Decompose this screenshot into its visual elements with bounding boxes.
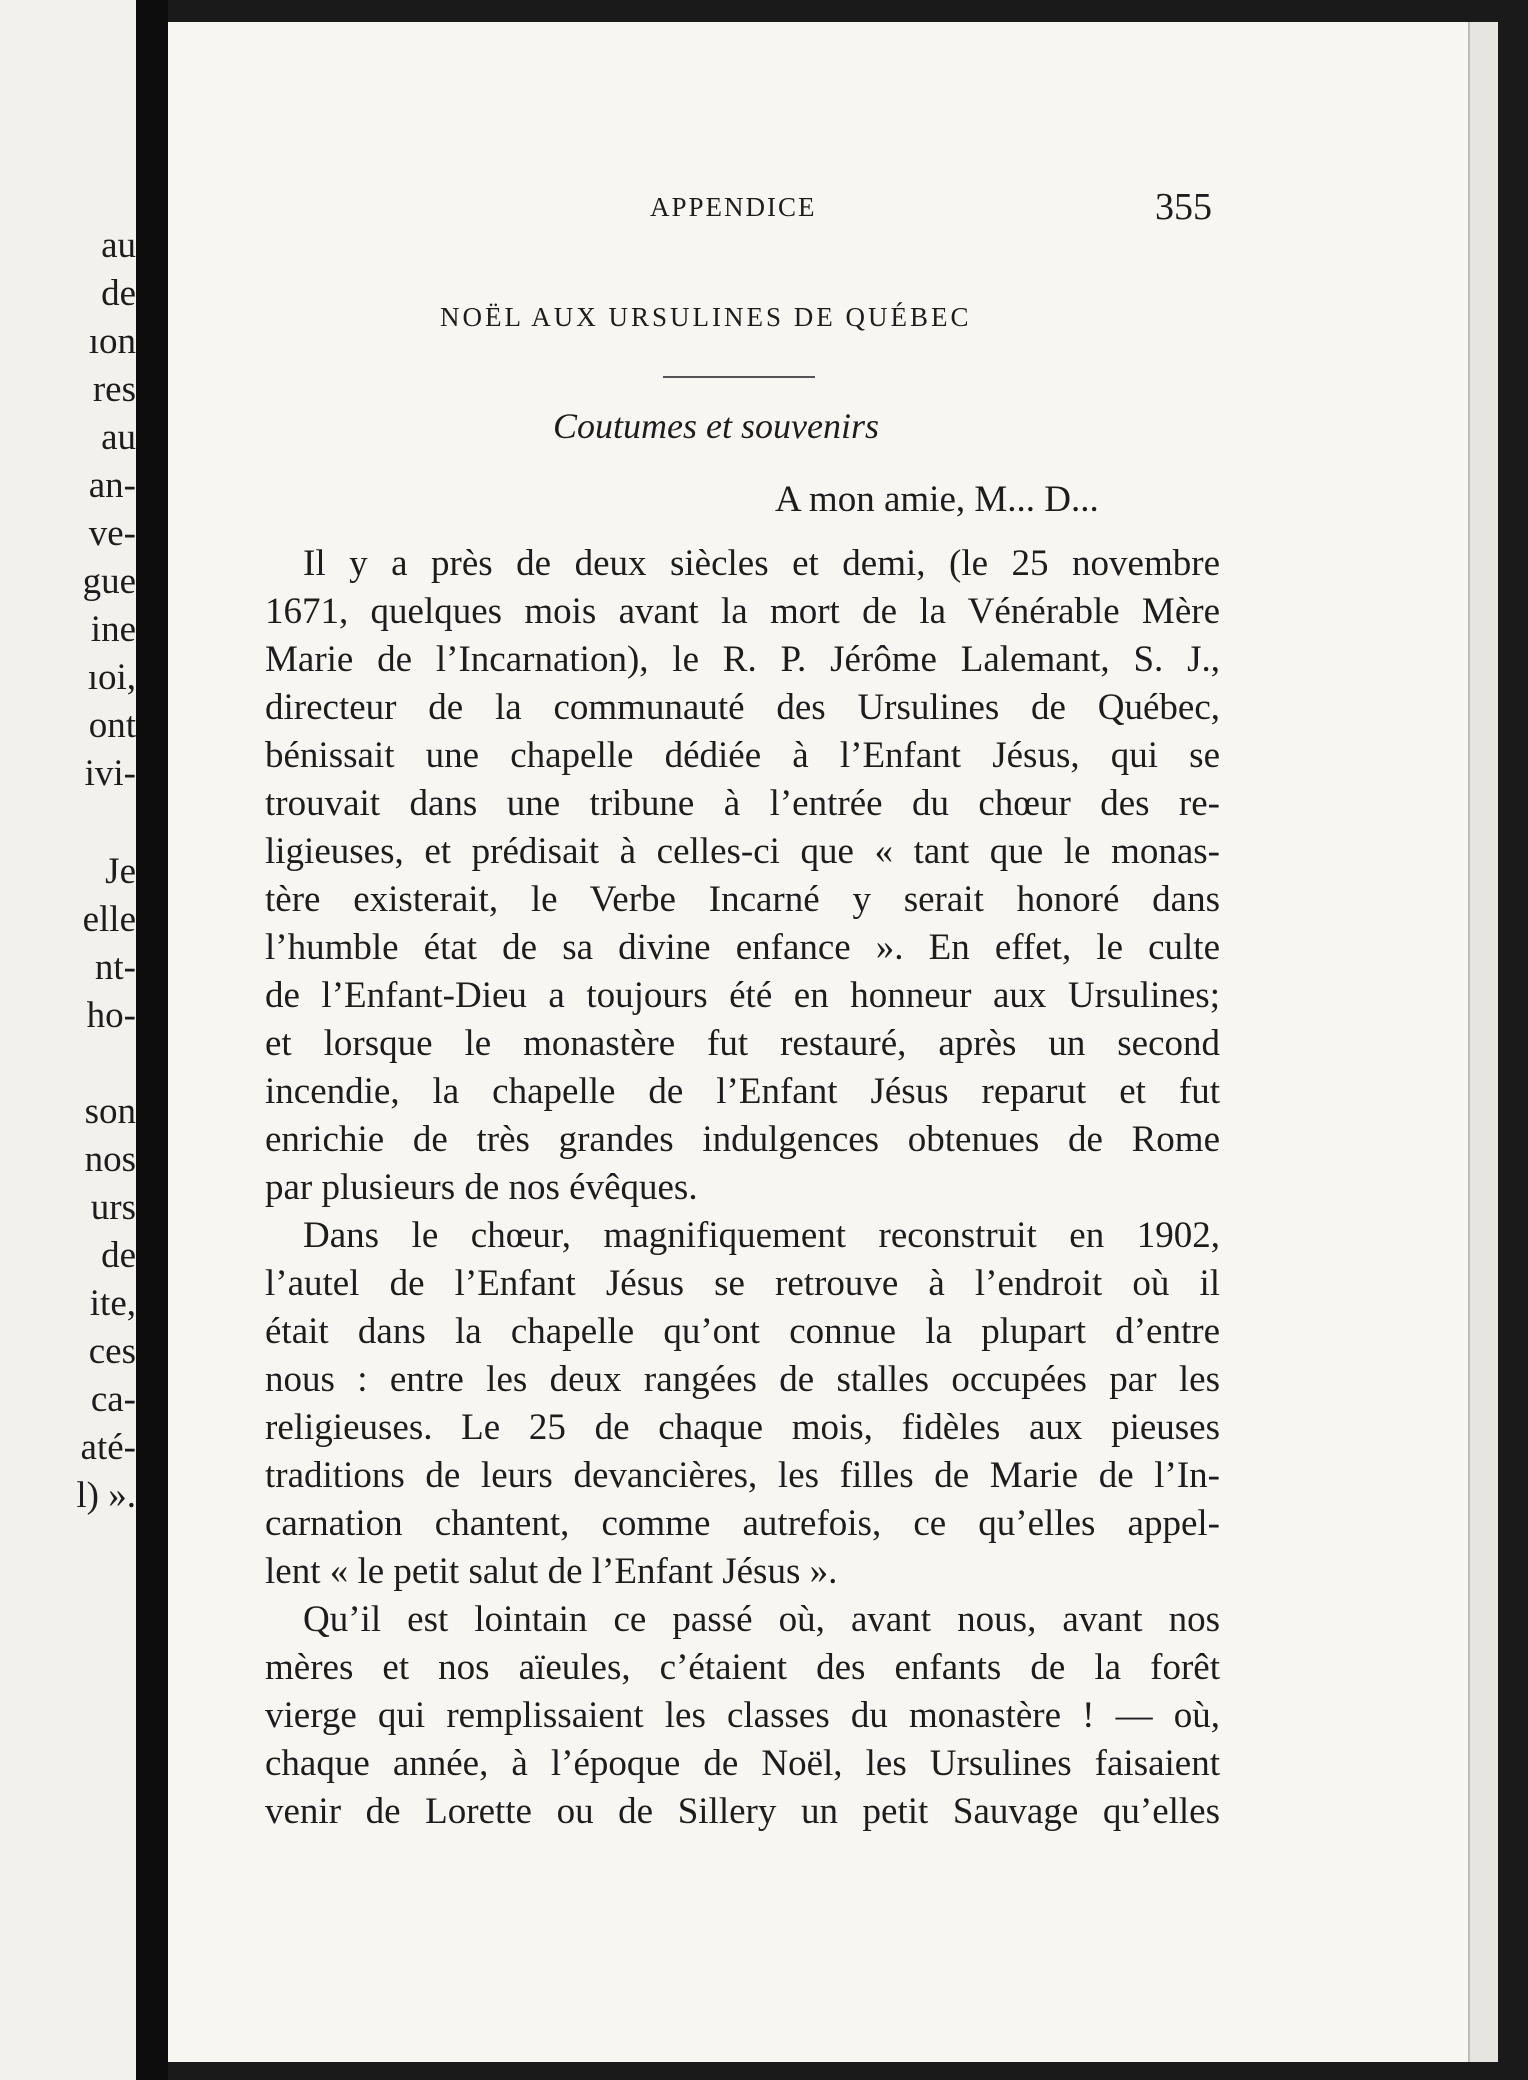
text-line: trouvait dans une tribune à l’entrée du chœur des re- bbox=[265, 783, 1220, 824]
facing-page-line: ces bbox=[88, 1331, 136, 1372]
text-line: Dans le chœur, magnifiquement reconstruit en 1902, bbox=[303, 1215, 1220, 1256]
facing-page-line: até- bbox=[80, 1427, 136, 1468]
text-line: de l’Enfant-Dieu a toujours été en honneur aux Ursulines; bbox=[265, 975, 1220, 1016]
book-gutter bbox=[136, 0, 168, 2080]
facing-page-line: nos bbox=[84, 1139, 136, 1180]
facing-page-line: res bbox=[92, 369, 136, 410]
chapter-title: NOËL AUX URSULINES DE QUÉBEC bbox=[440, 302, 972, 332]
facing-page-line: urs bbox=[90, 1187, 136, 1228]
facing-page-line: au bbox=[101, 417, 136, 458]
text-line: religieuses. Le 25 de chaque mois, fidèles aux pieuses bbox=[265, 1407, 1220, 1448]
facing-page-line: Je bbox=[105, 851, 136, 892]
text-line: nous : entre les deux rangées de stalles occupées par les bbox=[265, 1359, 1220, 1400]
facing-page-line: gue bbox=[82, 561, 136, 602]
text-line: et lorsque le monastère fut restauré, après un second bbox=[265, 1023, 1220, 1064]
text-line: enrichie de très grandes indulgences obtenues de Rome bbox=[265, 1119, 1220, 1160]
facing-page-line: nt- bbox=[94, 947, 136, 988]
text-line: incendie, la chapelle de l’Enfant Jésus reparut et fut bbox=[265, 1071, 1220, 1112]
text-line: Qu’il est lointain ce passé où, avant nous, avant nos bbox=[303, 1599, 1220, 1640]
text-line: tère existerait, le Verbe Incarné y serait honoré dans bbox=[265, 879, 1220, 920]
facing-page-line: ite, bbox=[89, 1283, 136, 1324]
page-number: 355 bbox=[1155, 186, 1212, 228]
facing-page-line: elle bbox=[82, 899, 136, 940]
body-text bbox=[265, 540, 1220, 1836]
dedication: A mon amie, M... D... bbox=[775, 479, 1099, 520]
facing-page-line: de bbox=[101, 1235, 136, 1276]
text-line: venir de Lorette ou de Sillery un petit Sauvage qu’elles bbox=[265, 1791, 1220, 1832]
text-line: l’humble état de sa divine enfance ». En effet, le culte bbox=[265, 927, 1220, 968]
text-line: carnation chantent, comme autrefois, ce qu’elles appel- bbox=[265, 1503, 1220, 1544]
facing-page-fragment bbox=[0, 0, 136, 2080]
page-edge bbox=[1468, 22, 1498, 2062]
text-line: traditions de leurs devancières, les filles de Marie de l’In- bbox=[265, 1455, 1220, 1496]
text-line: par plusieurs de nos évêques. bbox=[265, 1167, 698, 1208]
paragraph bbox=[265, 1212, 1220, 1596]
facing-page-line: ca- bbox=[90, 1379, 136, 1420]
facing-page-line: ine bbox=[90, 609, 136, 650]
facing-page-line: de bbox=[101, 273, 136, 314]
text-line: Marie de l’Incarnation), le R. P. Jérôme Lalemant, S. J., bbox=[265, 639, 1220, 680]
facing-page-line: ont bbox=[88, 705, 136, 746]
text-line: était dans la chapelle qu’ont connue la plupart d’entre bbox=[265, 1311, 1220, 1352]
text-line: chaque année, à l’époque de Noël, les Ursulines faisaient bbox=[265, 1743, 1220, 1784]
facing-page-line: an- bbox=[88, 465, 136, 506]
facing-page-line: ivi- bbox=[84, 753, 136, 794]
text-line: 1671, quelques mois avant la mort de la Vénérable Mère bbox=[265, 591, 1220, 632]
text-line: Il y a près de deux siècles et demi, (le 25 novembre bbox=[303, 543, 1220, 584]
facing-page-line: ıon bbox=[88, 321, 136, 362]
facing-page-line: ho- bbox=[86, 995, 136, 1036]
paragraph bbox=[265, 1596, 1220, 1836]
text-line: mères et nos aïeules, c’étaient des enfants de la forêt bbox=[265, 1647, 1220, 1688]
facing-page-line: son bbox=[84, 1091, 136, 1132]
facing-page-line: ıoi, bbox=[87, 657, 136, 698]
text-line: directeur de la communauté des Ursulines de Québec, bbox=[265, 687, 1220, 728]
text-line: l’autel de l’Enfant Jésus se retrouve à l’endroit où il bbox=[265, 1263, 1220, 1304]
facing-page-line: l) ». bbox=[76, 1475, 136, 1516]
text-line: bénissait une chapelle dédiée à l’Enfant Jésus, qui se bbox=[265, 735, 1220, 776]
text-line: lent « le petit salut de l’Enfant Jésus ». bbox=[265, 1551, 838, 1592]
running-title: APPENDICE bbox=[650, 192, 817, 222]
text-line: vierge qui remplissaient les classes du monastère ! — où, bbox=[265, 1695, 1220, 1736]
title-rule bbox=[663, 376, 815, 378]
paragraph bbox=[265, 540, 1220, 1212]
facing-page-line: au bbox=[101, 225, 136, 266]
chapter-subtitle: Coutumes et souvenirs bbox=[553, 406, 879, 446]
text-line: ligieuses, et prédisait à celles-ci que « tant que le monas- bbox=[265, 831, 1220, 872]
facing-page-line: ve- bbox=[88, 513, 136, 554]
